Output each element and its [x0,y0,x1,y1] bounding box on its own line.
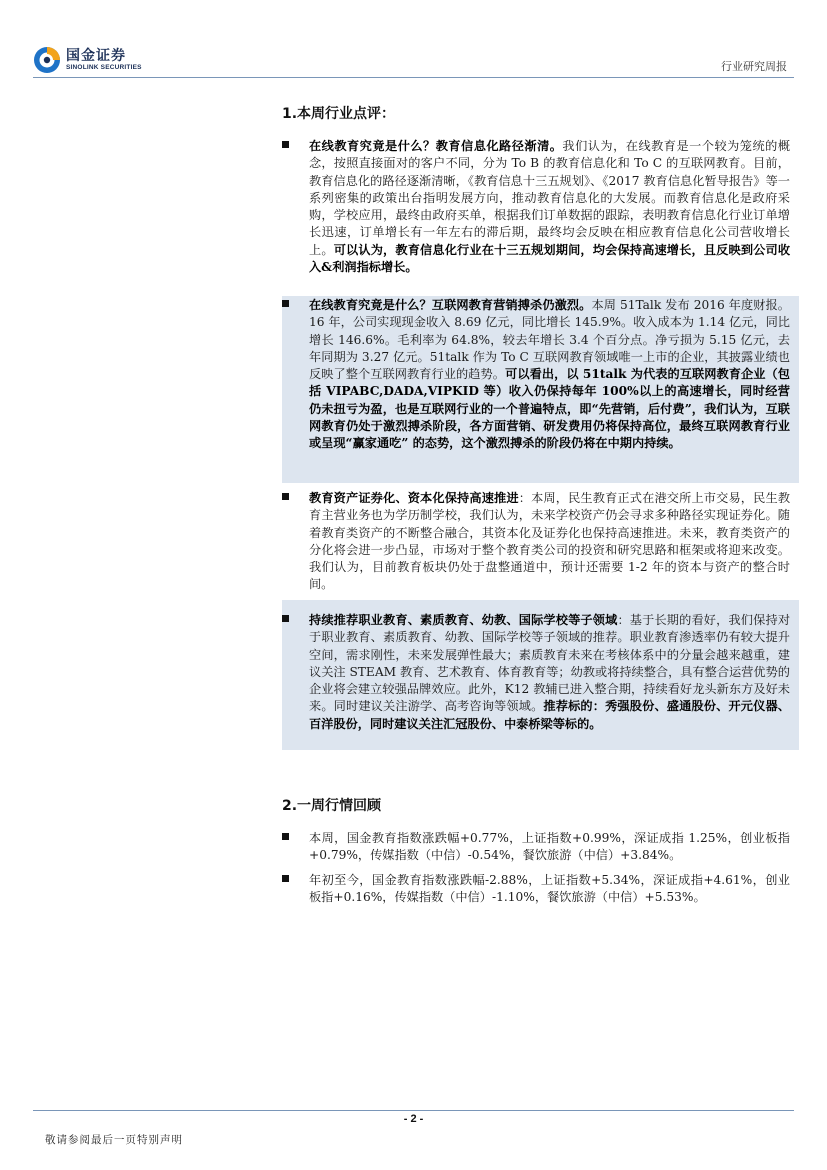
paragraph-body: 本周，国金教育指数涨跌幅+0.77%，上证指数+0.99%，深证成指 1.25%，创业板指+0.79%，传媒指数（中信）-0.54%，餐饮旅游（中信）+3.84%。 [309,831,790,863]
footer-disclaimer: 敬请参阅最后一页特别声明 [45,1134,183,1146]
paragraph [309,612,790,733]
paragraph [309,297,790,453]
paragraph-body: 本周 51Talk 发布 2016 年度财报。16 年，公司实现现金收入 8.69 亿元，同比增长 145.9%。收入成本为 1.14 亿元，同比增长 146.6%。毛利率为 64.8%，较去年增长 3.4 个百分点。净亏损为 5.15 亿元，去年同期为 3.27 亿元。51talk 作为 To C 互联网教育领域唯一上市的企业，其披露业绩也反映了整个互联网教育行业的趋势。 [309,298,790,382]
paragraph-conclusion: 推荐标的：秀强股份、盛通股份、开元仪器、百洋股份，同时建议关注汇冠股份、中泰桥梁等标的。 [309,699,790,731]
list-item-internet-education-marketing [282,297,790,453]
paragraph-conclusion: 可以看出，以 51talk 为代表的互联网教育企业（包括 VIPABC,DADA,VIPKID 等）收入仍保持每年 100%以上的高速增长，同时经营仍未扭亏为盈，也是互联网行业的一个普遍特点，即“先营销，后付费”，我们认为，互联网教育仍处于激烈搏杀阶段，各方面营销、研发费用仍将保持高位，最终互联网教育行业或呈现“赢家通吃” 的态势，这个激烈搏杀的阶段仍将在中期内持续。 [309,367,790,451]
sinolink-logo-icon [33,46,61,74]
bullet-square-icon [282,141,289,148]
logo-chinese-name: 国金证券 [66,48,126,64]
paragraph-body: ：基于长期的看好，我们保持对于职业教育、素质教育、幼教、国际学校等子领域的推荐。职业教育渗透率仍有较大提升空间，需求刚性，未来发展弹性最大；素质教育未来在考核体系中的分量会越来越重，建议关注 STEAM 教育、艺术教育、体育教育等；幼教或将持续整合，具有整合运营优势的企业将会建立较强品牌效应。此外，K12 教辅已进入整合期，持续看好龙头新东方及好未来。同时建议关注游学、高考咨询等领域。 [309,613,791,714]
section-2-title: 2.一周行情回顾 [282,798,382,814]
bullet-square-icon [282,875,289,882]
bullet-square-icon [282,300,289,307]
paragraph-body: ：本周，民生教育正式在港交所上市交易，民生教育主营业务也为学历制学校，我们认为，未来学校资产仍会寻求多种路径实现证券化。随着教育类资产的不断整合融合，其资本化及证券化也保持高速推进。未来，教育类资产的分化将会进一步凸显，市场对于整个教育类公司的投资和研究思路和框架或将迎来改变。我们认为，目前教育板块仍处于盘整通道中，预计还需要 1-2 年的资本与资产的整合时间。 [309,491,791,592]
paragraph-lead: 持续推荐职业教育、素质教育、幼教、国际学校等子领域 [309,613,618,627]
list-item-online-education-info [282,138,790,276]
bullet-square-icon [282,493,289,500]
paragraph-lead: 在线教育究竟是什么？教育信息化路径渐清。 [309,139,563,153]
list-item-ytd-performance [282,872,790,907]
logo-english-name: SINOLINK SECURITIES [66,64,142,71]
footer-divider [33,1110,794,1111]
page-number: - 2 - [403,1113,424,1125]
report-type-label: 行业研究周报 [721,60,787,73]
paragraph-conclusion: 可以认为，教育信息化行业在十三五规划期间，均会保持高速增长，且反映到公司收入&利润指标增长。 [309,242,791,275]
list-item-weekly-performance [282,830,790,865]
header-divider [33,77,794,78]
bullet-square-icon [282,615,289,622]
bullet-square-icon [282,833,289,840]
company-logo [33,46,142,74]
list-item-education-securitization [282,490,790,594]
paragraph [309,138,790,276]
list-item-recommendations [282,612,790,733]
paragraph-lead: 教育资产证券化、资本化保持高速推进 [309,491,519,505]
section-1-title: 1.本周行业点评： [282,106,396,122]
page-header [0,0,827,80]
paragraph-body: 年初至今，国金教育指数涨跌幅-2.88%，上证指数+5.34%，深证成指+4.61%，创业板指+0.16%，传媒指数（中信）-1.10%，餐饮旅游（中信）+5.53%。 [309,873,790,905]
paragraph-body: 我们认为，在线教育是一个较为笼统的概念，按照直接面对的客户不同，分为 To B 的教育信息化和 To C 的互联网教育。目前，教育信息化的路径逐渐清晰，《教育信息十三五规划》、《2017 教育信息化暂导报告》等一系列密集的政策出台指明发展方向，推动教育信息化的大发展。而教育信息化是政府采购，学校应用，最终由政府买单，根据我们订单数据的跟踪，表明教育信息化行业订单增长迅速，订单增长有一年左右的滞后期，最终均会反映在相应教育信息化公司营收增长上。 [309,139,791,257]
paragraph [309,490,790,594]
paragraph-lead: 在线教育究竟是什么？互联网教育营销搏杀仍激烈。 [309,298,592,312]
